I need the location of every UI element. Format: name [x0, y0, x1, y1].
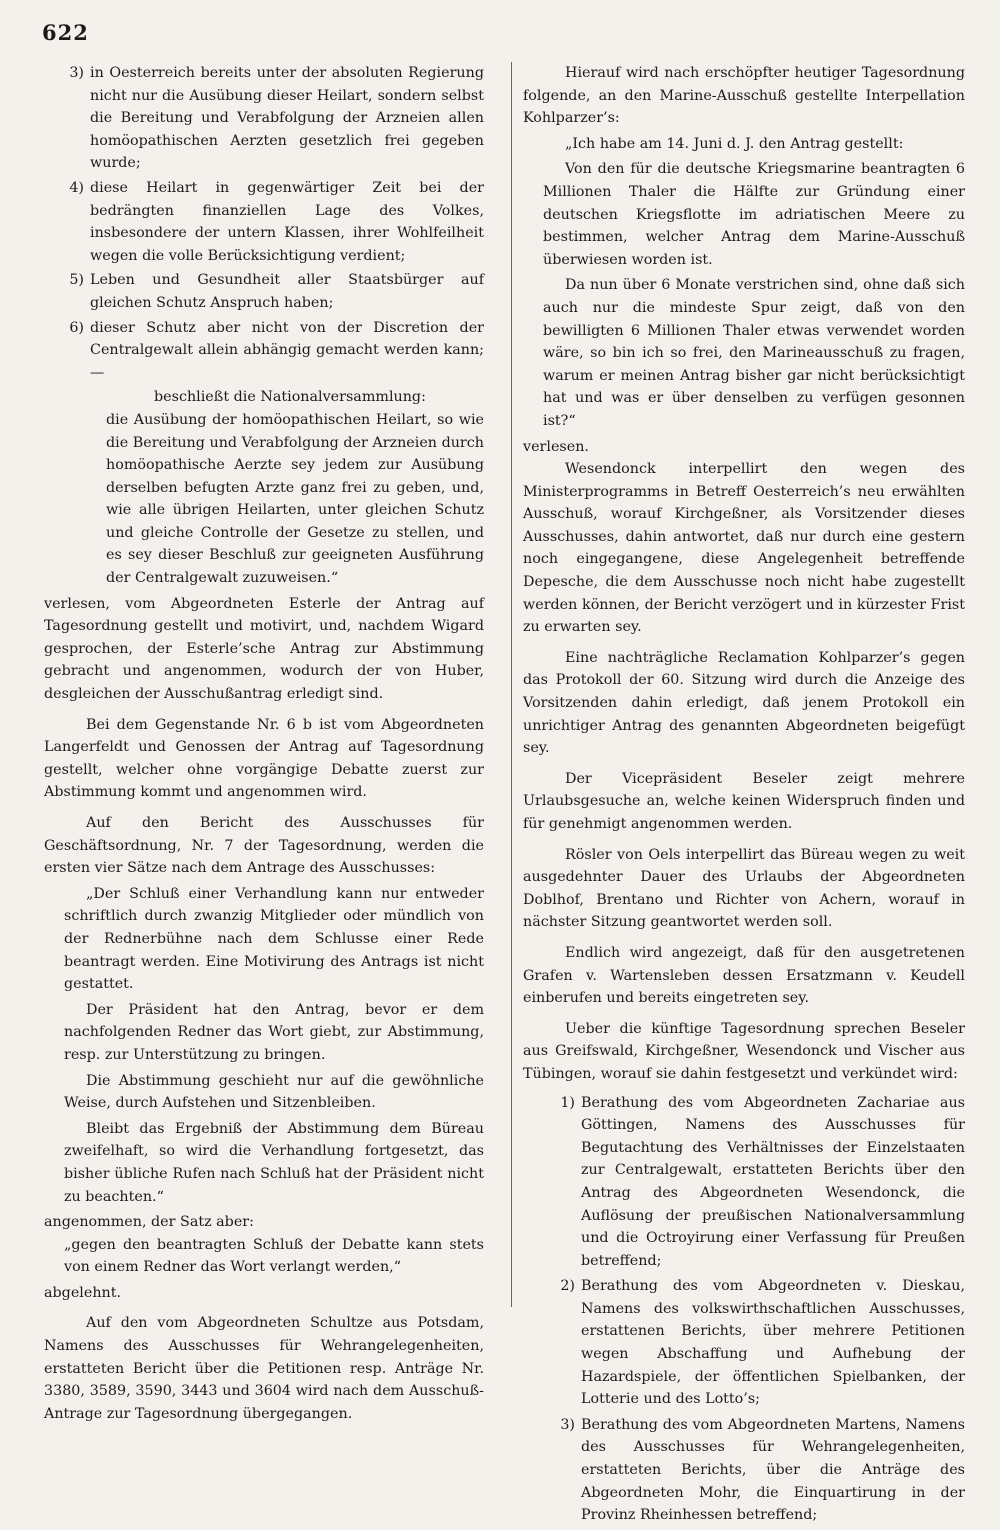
paragraph: abgelehnt. [44, 1284, 122, 1301]
resolution-text: die Ausübung der homöopathischen Heilart, so wie die Bereitung und Verabfolgung der Arzneien durch homöopathische Aerzte sey jedem zur Ausübung derselben befugten Arzte ganz frei zu geben, und, wie alle übrigen Heilarten, unter gleichen Schutz und gleiche Controlle der Gesetze zu stellen, und es sey dieser Beschluß zur geeigneten Ausführung der Centralgewalt zuzuweisen.“ [106, 411, 484, 587]
quote-paragraph: Die Abstimmung geschieht nur auf die gewöhnliche Weise, durch Aufstehen und Sitzenbleiben. [64, 1072, 484, 1112]
paragraph: verlesen, vom Abgeordneten Esterle der Antrag auf Tagesordnung gestellt und motivirt, und, nachdem Wigard gesprochen, der Esterle’sche Antrag zur Abstimmung gebracht und angenommen, wodurch der von Huber, desgleichen der Ausschußantrag erledigt sind. [44, 595, 484, 703]
quote-paragraph: Der Präsident hat den Antrag, bevor er dem nachfolgenden Redner das Wort giebt, zur Abstimmung, resp. zur Unterstützung zu bringen. [64, 1001, 484, 1063]
paragraph: Ueber die künftige Tagesordnung sprechen Beseler aus Greifswald, Kirchgeßner, Wesendonck und Vischer aus Tübingen, worauf sie dahin festgesetzt und verkündet wird: [523, 1020, 965, 1082]
paragraph: angenommen, der Satz aber: [44, 1214, 254, 1231]
item-text: in Oesterreich bereits unter der absoluten Regierung nicht nur die Ausübung dieser Heilart, sondern selbst die Bereitung und Verabfolgung der Arzneien allen homöopathischen Aerzten gesetzlich frei gegeben wurde; [90, 65, 484, 172]
item-number: 5) [69, 272, 84, 289]
paragraph: Hierauf wird nach erschöpfter heutiger Tagesordnung folgende, an den Marine-Ausschuß gestellte Interpellation Kohlparzer’s: [523, 65, 965, 127]
quote-paragraph: Von den für die deutsche Kriegsmarine beantragten 6 Millionen Thaler die Hälfte zur Gründung einer deutschen Kriegsflotte im adriatischen Meere zu bestimmen, welcher Antrag dem Marine-Ausschuß überwiesen worden ist. [543, 161, 965, 268]
list-item [523, 1275, 965, 1411]
item-number: 3) [560, 1416, 575, 1433]
item-number: 1) [560, 1094, 575, 1111]
resolution-intro: beschließt die Nationalversammlung: [154, 389, 426, 406]
paragraph: Wesendonck interpellirt den wegen des Ministerprogramms in Betreff Oesterreich’s neu erwählten Ausschuß, worauf Kirchgeßner, als Vorsitzender dieses Ausschusses, dahin antwortet, daß nur durch eine gestern noch eingegangene, diese Angelegenheit betreffende Depesche, die dem Ausschusse noch nicht habe zugestellt werden können, der Bericht verzögert und in kürzester Frist zu erwarten sey. [523, 461, 965, 636]
list-item [44, 177, 484, 267]
paragraph: Der Vicepräsident Beseler zeigt mehrere Urlaubsgesuche an, welche keinen Widerspruch finden und für genehmigt angenommen werden. [523, 770, 965, 832]
right-column [523, 62, 965, 1530]
paragraph: Eine nachträgliche Reclamation Kohlparzer’s gegen das Protokoll der 60. Sitzung wird durch die Anzeige des Vorsitzenden dahin erledigt, daß jenem Protokoll ein unrichtiger Antrag des genannten Abgeordneten beigefügt sey. [523, 649, 965, 757]
item-number: 2) [560, 1278, 575, 1295]
quote-paragraph: „gegen den beantragten Schluß der Debatte kann stets von einem Redner das Wort verlangt werden,“ [64, 1236, 484, 1276]
item-text: Berathung des vom Abgeordneten Zachariae aus Göttingen, Namens des Ausschusses für Begutachtung des Verhältnisses der Einzelstaaten zur Centralgewalt, erstatteten Berichts über den Antrag des Abgeordneten Wesendonck, die Auflösung der preußischen Nationalversammlung und die Octroyirung einer Verfassung für Preußen betreffend; [581, 1094, 965, 1269]
left-column [44, 62, 484, 1428]
item-text: Berathung des vom Abgeordneten Martens, Namens des Ausschusses für Wehrangelegenheiten, erstatteten Berichts, über die Anträge des Abgeordneten Mohr, die Einquartirung in der Provinz Rheinhessen betreffend; [581, 1416, 965, 1524]
paragraph: verlesen. [523, 438, 589, 455]
paragraph: Auf den Bericht des Ausschusses für Geschäftsordnung, Nr. 7 der Tagesordnung, werden die ersten vier Sätze nach dem Antrage des Ausschusses: [44, 815, 484, 877]
paragraph: Bei dem Gegenstande Nr. 6 b ist vom Abgeordneten Langerfeldt und Genossen der Antrag auf Tagesordnung gestellt, welcher ohne vorgängige Debatte zuerst zur Abstimmung kommt und angenommen wird. [44, 716, 484, 801]
paragraph: Endlich wird angezeigt, daß für den ausgetretenen Grafen v. Wartensleben dessen Ersatzmann v. Keudell einberufen und bereits eingetreten sey. [523, 944, 965, 1007]
page-number: 622 [42, 20, 89, 45]
list-item [523, 1414, 965, 1527]
item-text: Leben und Gesundheit aller Staatsbürger auf gleichen Schutz Anspruch haben; [90, 272, 484, 311]
list-item [44, 62, 484, 175]
quote-paragraph: „Ich habe am 14. Juni d. J. den Antrag gestellt: [565, 135, 904, 152]
quote-paragraph: „Der Schluß einer Verhandlung kann nur entweder schriftlich durch zwanzig Mitglieder oder mündlich von der Rednerbühne nach dem Schlusse einer Rede beantragt werden. Eine Motivirung des Antrags ist nicht gestattet. [64, 885, 484, 993]
item-text: Berathung des vom Abgeordneten v. Dieskau, Namens des volkswirthschaftlichen Ausschusses, erstattenen Berichts, über mehrere Petitionen wegen Abschaffung und Aufhebung der Hazardspiele, der öffentlichen Spielbanken, der Lotterie und des Lotto’s; [581, 1278, 965, 1408]
item-number: 4) [69, 179, 84, 196]
list-item [523, 1092, 965, 1273]
quote-paragraph: Bleibt das Ergebniß der Abstimmung dem Büreau zweifelhaft, so wird die Verhandlung fortgesetzt, das bisher übliche Rufen nach Schluß hat der Präsident nicht zu beachten.“ [64, 1120, 484, 1205]
list-item [44, 269, 484, 314]
quote-paragraph: Da nun über 6 Monate verstrichen sind, ohne daß sich auch nur die mindeste Spur zeigt, daß von den bewilligten 6 Millionen Thaler etwas verwendet worden wäre, so bin ich so frei, den Marineausschuß zu fragen, warum er meinen Antrag bisher gar nicht berücksichtigt hat und was er über denselben zu verfügen gesonnen ist?“ [543, 277, 965, 429]
item-number: 6) [69, 319, 84, 336]
column-divider [511, 62, 512, 1307]
list-item [44, 317, 484, 385]
item-text: diese Heilart in gegenwärtiger Zeit bei der bedrängten finanziellen Lage des Volkes, insbesondere der untern Klassen, ihrer Wohlfeilheit wegen die volle Berücksichtigung verdient; [90, 179, 484, 264]
item-text: dieser Schutz aber nicht von der Discretion der Centralgewalt allein abhängig gemacht werden kann; — [90, 319, 484, 381]
paragraph: Rösler von Oels interpellirt das Büreau wegen zu weit ausgedehnter Dauer des Urlaubs der Abgeordneten Doblhof, Brentano und Richter von Achern, worauf in nächster Sitzung geantwortet werden soll. [523, 846, 965, 931]
paragraph: Auf den vom Abgeordneten Schultze aus Potsdam, Namens des Ausschusses für Wehrangelegenheiten, erstatteten Bericht über die Petitionen resp. Anträge Nr. 3380, 3589, 3590, 3443 und 3604 wird nach dem Ausschuß-Antrage zur Tagesordnung übergegangen. [44, 1315, 484, 1422]
item-number: 3) [69, 65, 84, 81]
